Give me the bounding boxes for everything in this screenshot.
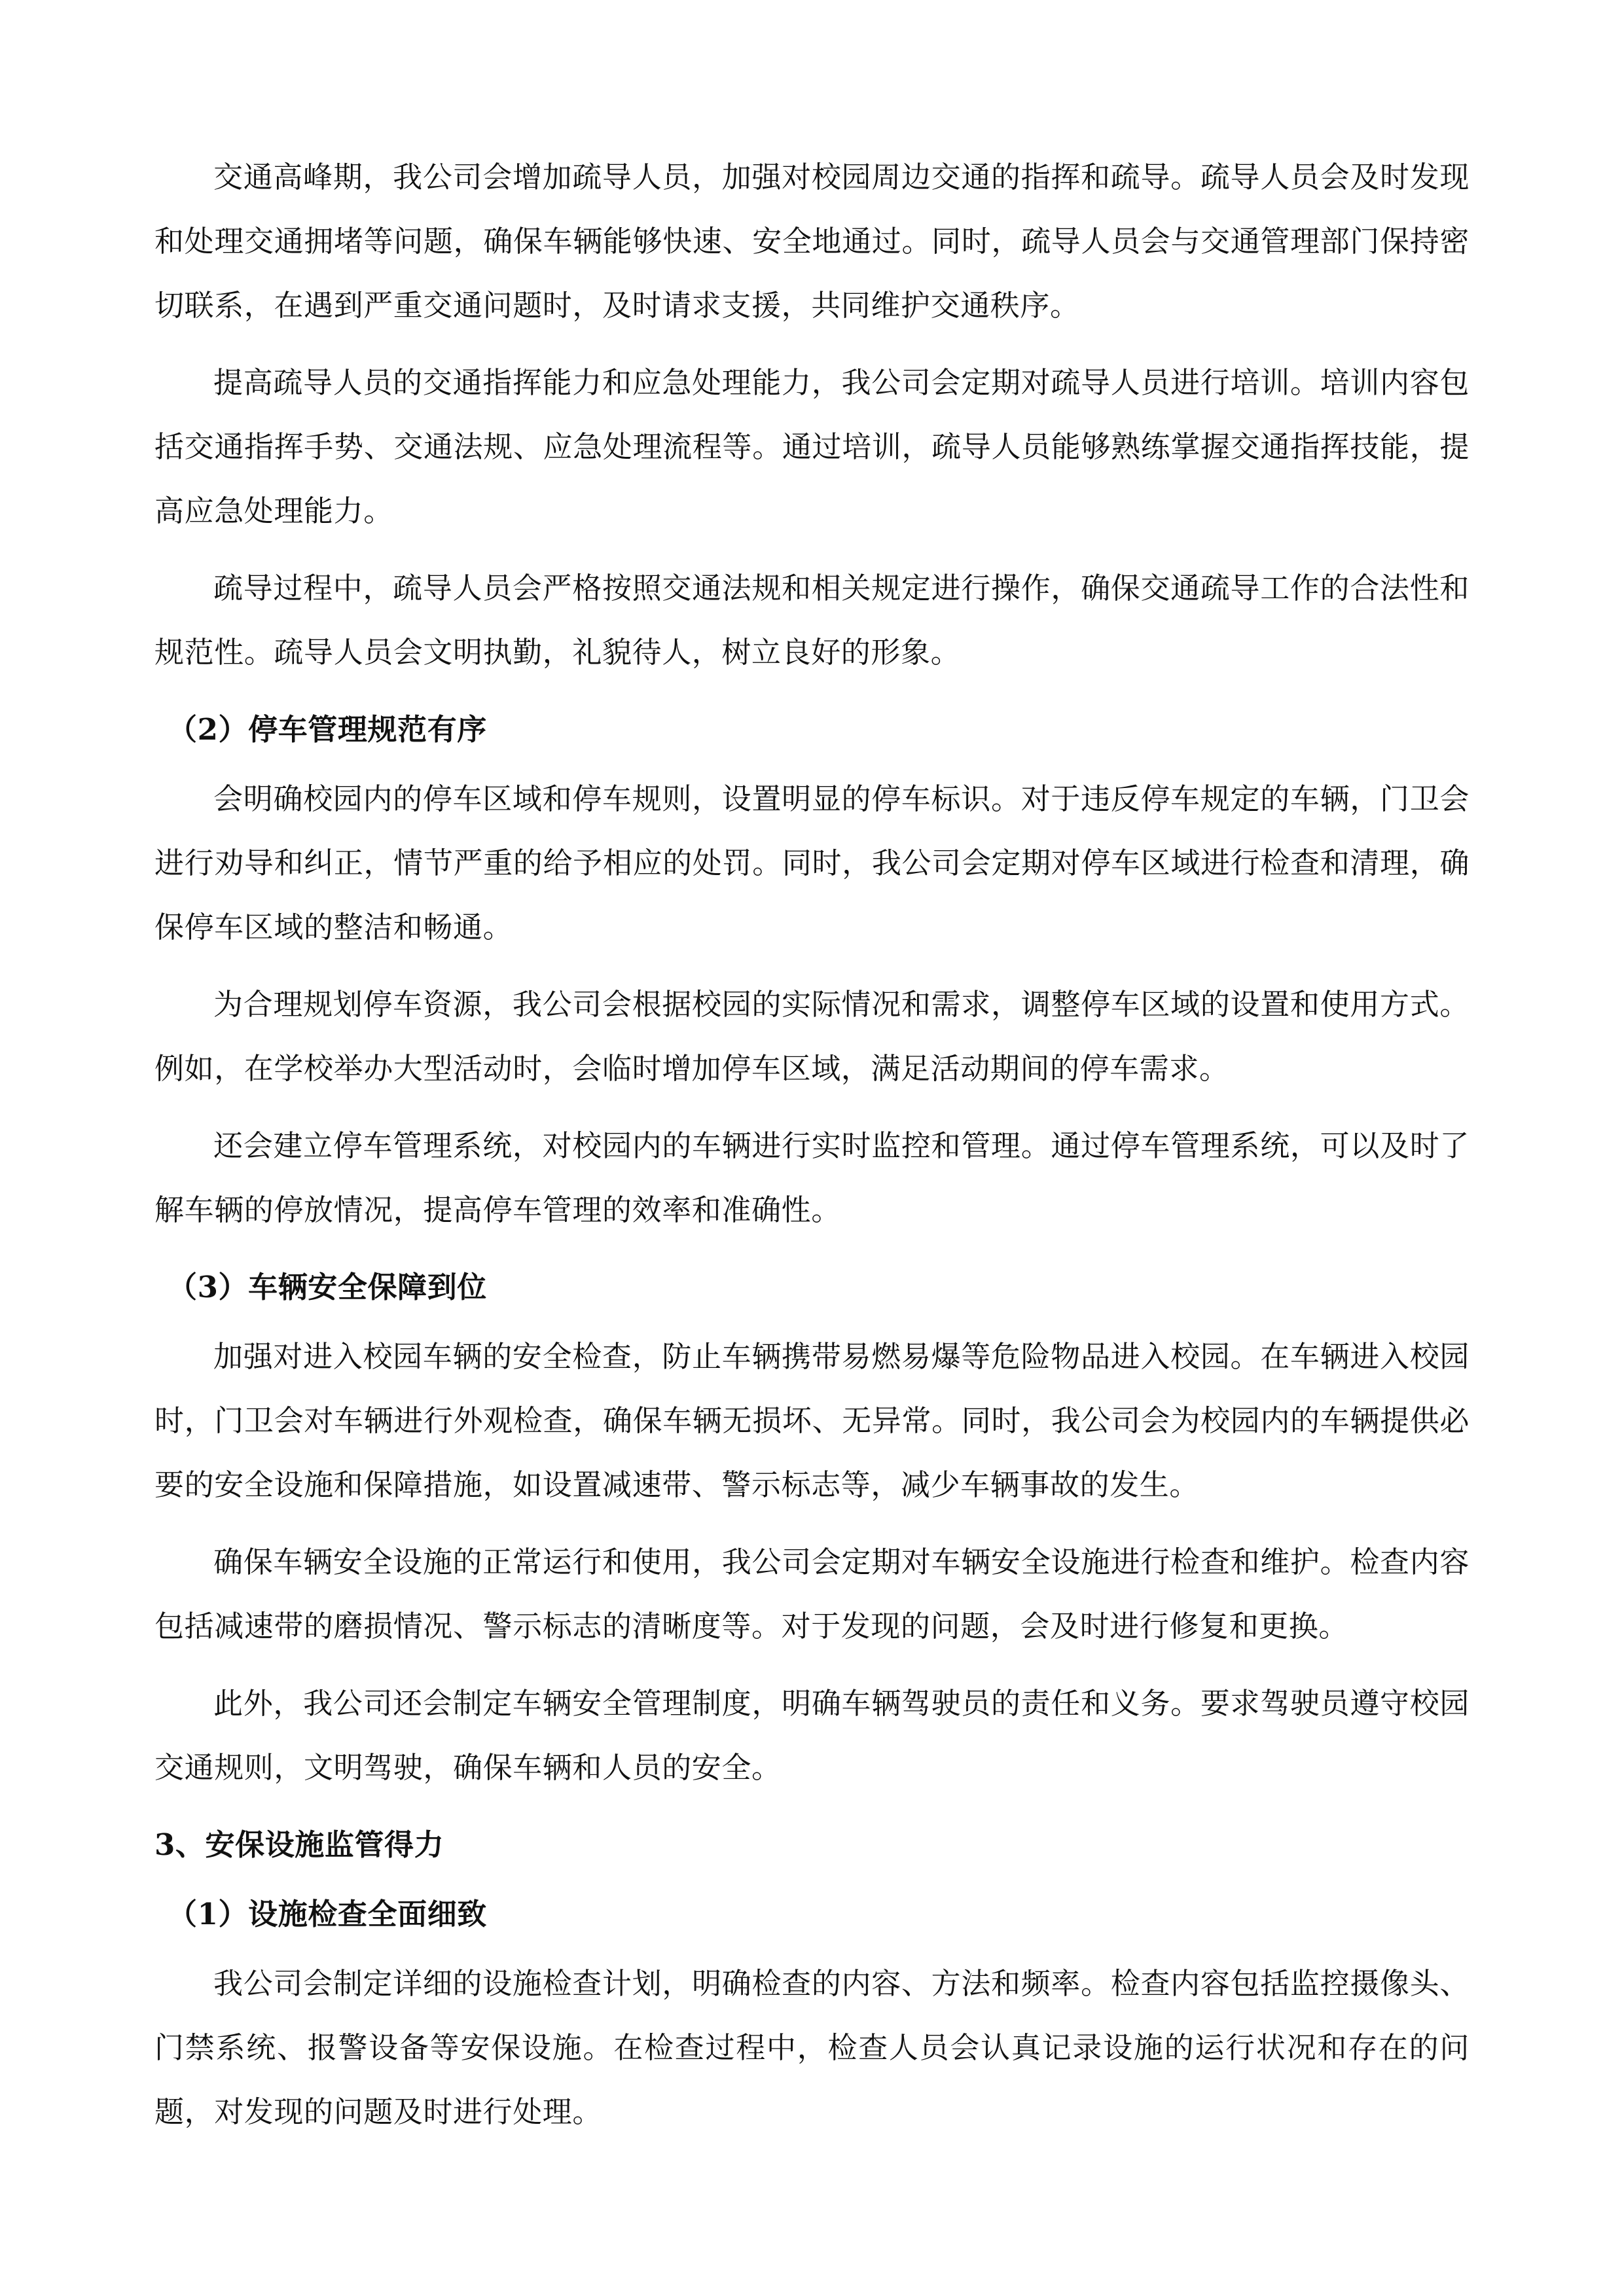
paragraph: 我公司会制定详细的设施检查计划，明确检查的内容、方法和频率。检查内容包括监控摄像头、门禁系统、报警设备等安保设施。在检查过程中，检查人员会认真记录设施的运行状况和存在的问题，对发现的问题及时进行处理。: [154, 1966, 1470, 2129]
paragraph: 加强对进入校园车辆的安全检查，防止车辆携带易燃易爆等危险物品进入校园。在车辆进入校园时，门卫会对车辆进行外观检查，确保车辆无损坏、无异常。同时，我公司会为校园内的车辆提供必要的安全设施和保障措施，如设置减速带、警示标志等，减少车辆事故的发生。: [154, 1339, 1470, 1502]
paragraph: 会明确校园内的停车区域和停车规则，设置明显的停车标识。对于违反停车规定的车辆，门卫会进行劝导和纠正，情节严重的给予相应的处罚。同时，我公司会定期对停车区域进行检查和清理，确保停车区域的整洁和畅通。: [154, 781, 1470, 944]
section-heading-security-facilities: 3、安保设施监管得力: [154, 1827, 444, 1862]
paragraph: 提高疏导人员的交通指挥能力和应急处理能力，我公司会定期对疏导人员进行培训。培训内容包括交通指挥手势、交通法规、应急处理流程等。通过培训，疏导人员能够熟练掌握交通指挥技能，提高应急处理能力。: [154, 365, 1470, 528]
paragraph: 确保车辆安全设施的正常运行和使用，我公司会定期对车辆安全设施进行检查和维护。检查内容包括减速带的磨损情况、警示标志的清晰度等。对于发现的问题，会及时进行修复和更换。: [154, 1545, 1470, 1643]
section-heading-facility-inspection: （1）设施检查全面细致: [168, 1897, 487, 1931]
section-heading-parking: （2）停车管理规范有序: [168, 712, 487, 747]
paragraph: 为合理规划停车资源，我公司会根据校园的实际情况和需求，调整停车区域的设置和使用方式。例如，在学校举办大型活动时，会临时增加停车区域，满足活动期间的停车需求。: [154, 987, 1470, 1086]
paragraph: 此外，我公司还会制定车辆安全管理制度，明确车辆驾驶员的责任和义务。要求驾驶员遵守校园交通规则，文明驾驶，确保车辆和人员的安全。: [154, 1686, 1470, 1785]
paragraph: 疏导过程中，疏导人员会严格按照交通法规和相关规定进行操作，确保交通疏导工作的合法性和规范性。疏导人员会文明执勤，礼貌待人，树立良好的形象。: [154, 571, 1470, 670]
section-heading-vehicle-safety: （3）车辆安全保障到位: [168, 1270, 487, 1304]
paragraph: 还会建立停车管理系统，对校园内的车辆进行实时监控和管理。通过停车管理系统，可以及时了解车辆的停放情况，提高停车管理的效率和准确性。: [154, 1128, 1470, 1227]
paragraph: 交通高峰期，我公司会增加疏导人员，加强对校园周边交通的指挥和疏导。疏导人员会及时发现和处理交通拥堵等问题，确保车辆能够快速、安全地通过。同时，疏导人员会与交通管理部门保持密切联系，在遇到严重交通问题时，及时请求支援，共同维护交通秩序。: [154, 160, 1470, 323]
